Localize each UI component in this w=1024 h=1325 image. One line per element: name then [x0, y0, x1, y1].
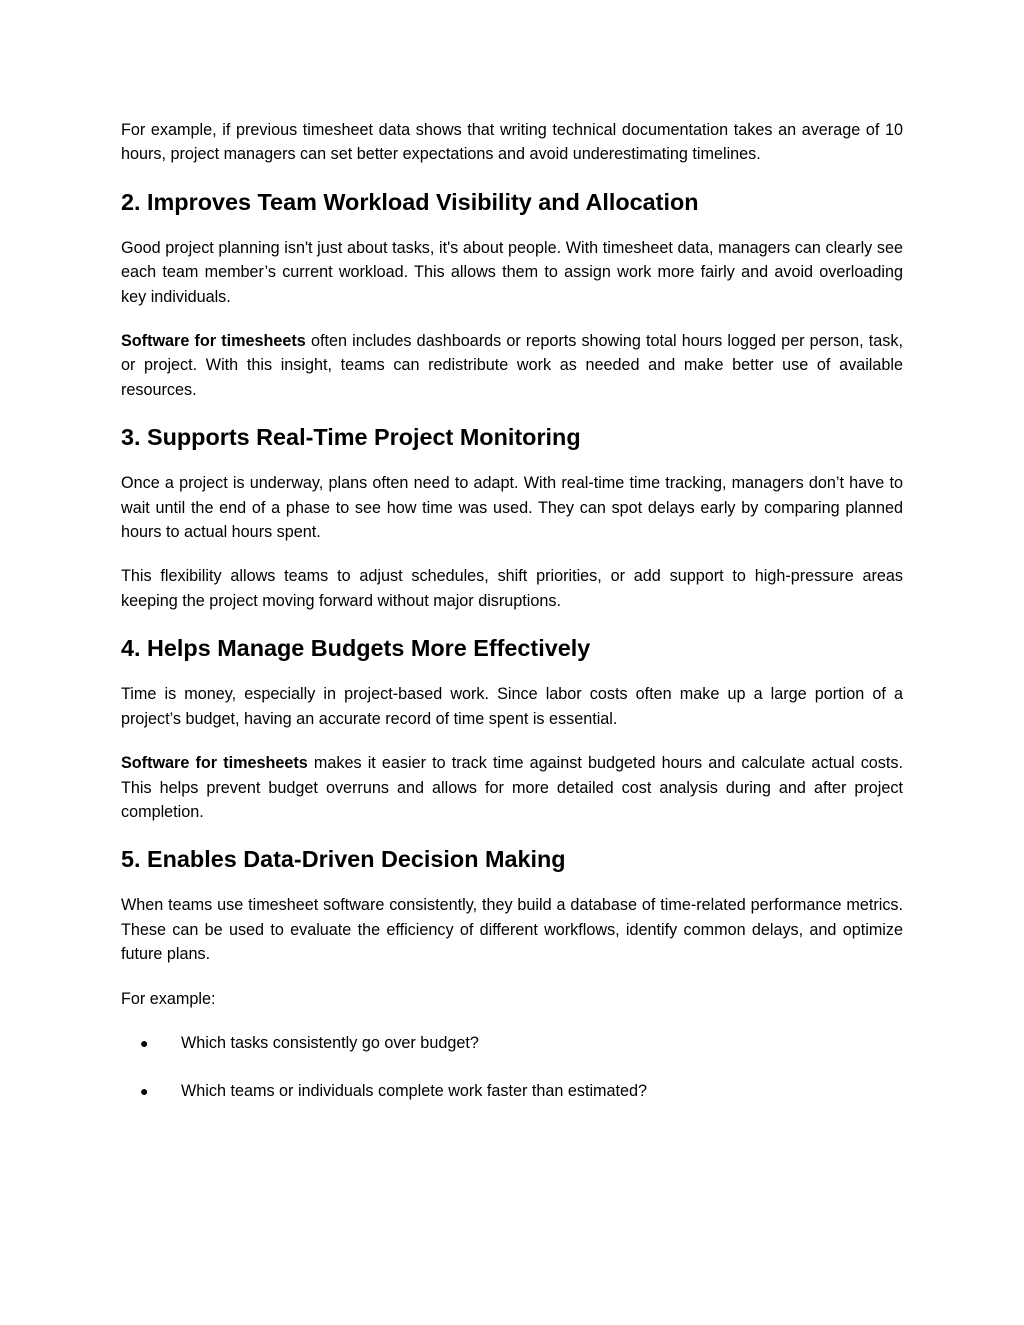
paragraph-text: often includes dashboards or reports showing total hours logged per person, task, or project. With this insight, teams can redistribute work as needed and make better use of available resources. — [121, 332, 903, 399]
section-4-heading: 4. Helps Manage Budgets More Effectively — [121, 635, 591, 662]
section-4-paragraph-2 — [121, 751, 903, 824]
intro-paragraph: For example, if previous timesheet data shows that writing technical documentation takes an average of 10 hours, project managers can set better expectations and avoid underestimating timelines. — [121, 121, 903, 164]
list-item-text: Which teams or individuals complete work faster than estimated? — [181, 1082, 648, 1101]
section-5-paragraph-1: When teams use timesheet software consistently, they build a database of time-related performance metrics. These can be used to evaluate the efficiency of different workflows, identify common delays, and optimize future plans. — [121, 896, 903, 964]
section-2-heading: 2. Improves Team Workload Visibility and Allocation — [121, 188, 699, 215]
section-5-paragraph-2: For example: — [121, 989, 216, 1008]
bold-lead-text: Software for timesheets — [121, 332, 306, 351]
section-5-heading: 5. Enables Data-Driven Decision Making — [121, 846, 566, 873]
section-4-paragraph-1: Time is money, especially in project-based work. Since labor costs often make up a large portion of a project’s budget, having an accurate record of time spent is essential. — [121, 685, 903, 728]
section-3-paragraph-2: This flexibility allows teams to adjust schedules, shift priorities, or add support to high-pressure areas keeping the project moving forward without major disruptions. — [121, 567, 903, 610]
bullet-icon: ● — [140, 1083, 149, 1100]
bold-lead-text: Software for timesheets — [121, 754, 308, 773]
document-page — [121, 118, 903, 1104]
paragraph-text: makes it easier to track time against budgeted hours and calculate actual costs. This helps prevent budget overruns and allows for more detailed cost analysis during and after project completion. — [121, 754, 903, 821]
section-2-paragraph-2 — [121, 329, 903, 402]
section-2-paragraph-1: Good project planning isn't just about tasks, it's about people. With timesheet data, managers can clearly see each team member’s current workload. This allows them to assign work more fairly and avoid overloading key individuals. — [121, 238, 903, 306]
bullet-list — [121, 1031, 903, 1104]
list-item — [121, 1079, 903, 1103]
section-3-paragraph-1: Once a project is underway, plans often need to adapt. With real-time time tracking, managers don’t have to wait until the end of a phase to see how time was used. They can spot delays early by comparing planned hours to actual hours spent. — [121, 474, 903, 542]
section-3-heading: 3. Supports Real-Time Project Monitoring — [121, 424, 581, 451]
list-item — [121, 1031, 903, 1055]
list-item-text: Which tasks consistently go over budget? — [181, 1033, 479, 1052]
bullet-icon: ● — [140, 1034, 149, 1051]
